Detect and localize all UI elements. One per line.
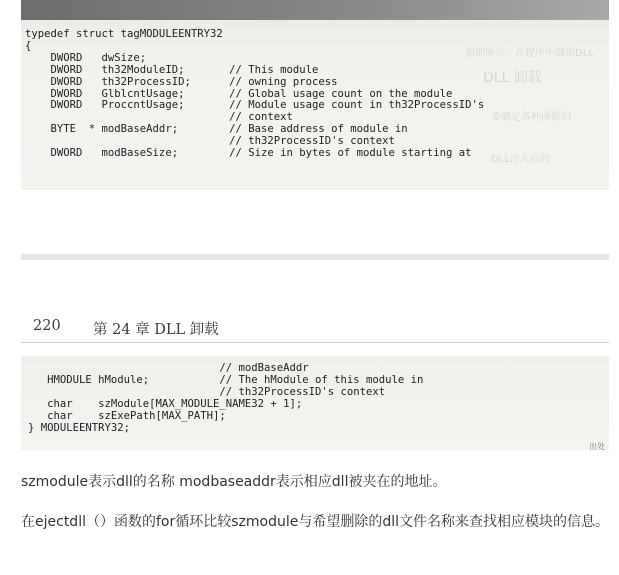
code-block-top: typedef struct tagMODULEENTRY32 { DWORD dwSize; DWORD th32ModuleID; // This module DWORD th32ProcessID; // owning process DWORD GlblcntUsage; // Global usage count on the module DWORD ProccntUsage; // Module usage count in th32ProcessID's // context BYTE * modBaseAddr; // Base address of module in // th32ProcessID's context DWORD modBaseSize; // Size in bytes of module starting at (25, 28, 485, 160)
chapter-title: 第 24 章 DLL 卸载 (93, 322, 219, 338)
code-block-bottom: // modBaseAddr HMODULE hModule; // The hModule of this module in // th32ProcessID's context char szModule[MAX_MODULE_NAME32 + 1]; char szExePath[MAX_PATH]; } MODULEENTRY32; (28, 362, 424, 434)
scan-dark-band (21, 0, 609, 20)
explanation-paragraph: 在ejectdll（）函数的for循环比较szmodule与希望删除的dll文件名称来查找相应模块的信息。 (21, 514, 609, 530)
page-number: 220 (33, 318, 61, 334)
book-page-header (33, 318, 333, 340)
bleed-through-text: 如前所示，在程序中调用DLL (465, 48, 594, 59)
scanned-code-image-bottom (21, 356, 609, 450)
bleed-through-text: 要确定各种函数的 (491, 112, 571, 123)
scanned-code-image-top (21, 0, 609, 190)
bleed-through-text: DLL 卸载 (483, 70, 542, 86)
bleed-through-text: DLL注入后的 (491, 154, 550, 165)
explanation-paragraph: szmodule表示dll的名称 modbaseaddr表示相应dll被夹在的地址。 (21, 474, 447, 490)
header-rule (21, 342, 609, 343)
corner-mark: 出处 (589, 442, 605, 450)
divider-strip (21, 254, 609, 260)
